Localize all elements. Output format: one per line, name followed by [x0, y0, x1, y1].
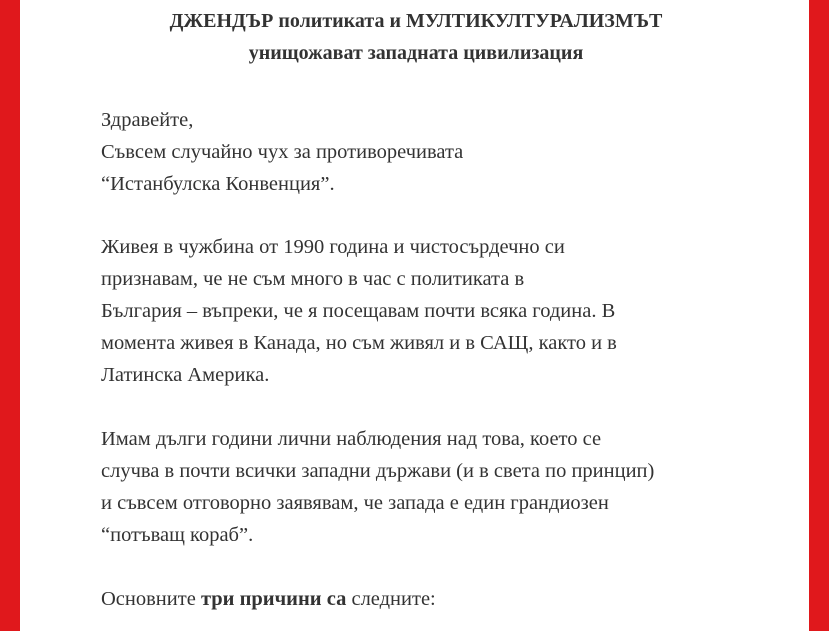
paragraph-2-line-4: момента живея в Канада, но съм живял и в САЩ, както и в — [101, 332, 617, 354]
greeting: Здравейте, — [101, 109, 194, 131]
paragraph-3-line-1: Имам дълги години лични наблюдения над това, което се — [101, 428, 602, 450]
paragraph-2-line-2: признавам, че не съм много в час с политиката в — [101, 268, 525, 290]
left-red-border — [0, 0, 20, 631]
article-title-line-2: унищожават западната цивилизация — [248, 42, 584, 64]
paragraph-2-line-5: Латинска Америка. — [101, 364, 270, 386]
paragraph-4-prefix: Основните — [101, 588, 196, 610]
paragraph-3-line-4: “потъващ кораб”. — [101, 524, 254, 546]
paragraph-1-line-1: Съвсем случайно чух за противоречивата — [101, 141, 464, 163]
paragraph-4-bold: три причини са — [200, 588, 347, 610]
paragraph-3-line-3: и съвсем отговорно заявявам, че запада е един грандиозен — [101, 492, 609, 514]
paragraph-2-line-3: България – въпреки, че я посещавам почти всяка година. В — [101, 300, 616, 322]
paragraph-4-suffix: следните: — [351, 588, 436, 610]
paragraph-3-line-2: случва в почти всички западни държави (и в света по принцип) — [101, 460, 655, 482]
paragraph-4 — [101, 587, 436, 611]
article-title-line-1: ДЖЕНДЪР политиката и МУЛТИКУЛТУРАЛИЗМЪТ — [169, 10, 663, 32]
paragraph-2-line-1: Живея в чужбина от 1990 година и чистосърдечно си — [101, 236, 565, 258]
paragraph-1-line-2: “Истанбулска Конвенция”. — [101, 173, 335, 195]
right-red-border — [809, 0, 829, 631]
